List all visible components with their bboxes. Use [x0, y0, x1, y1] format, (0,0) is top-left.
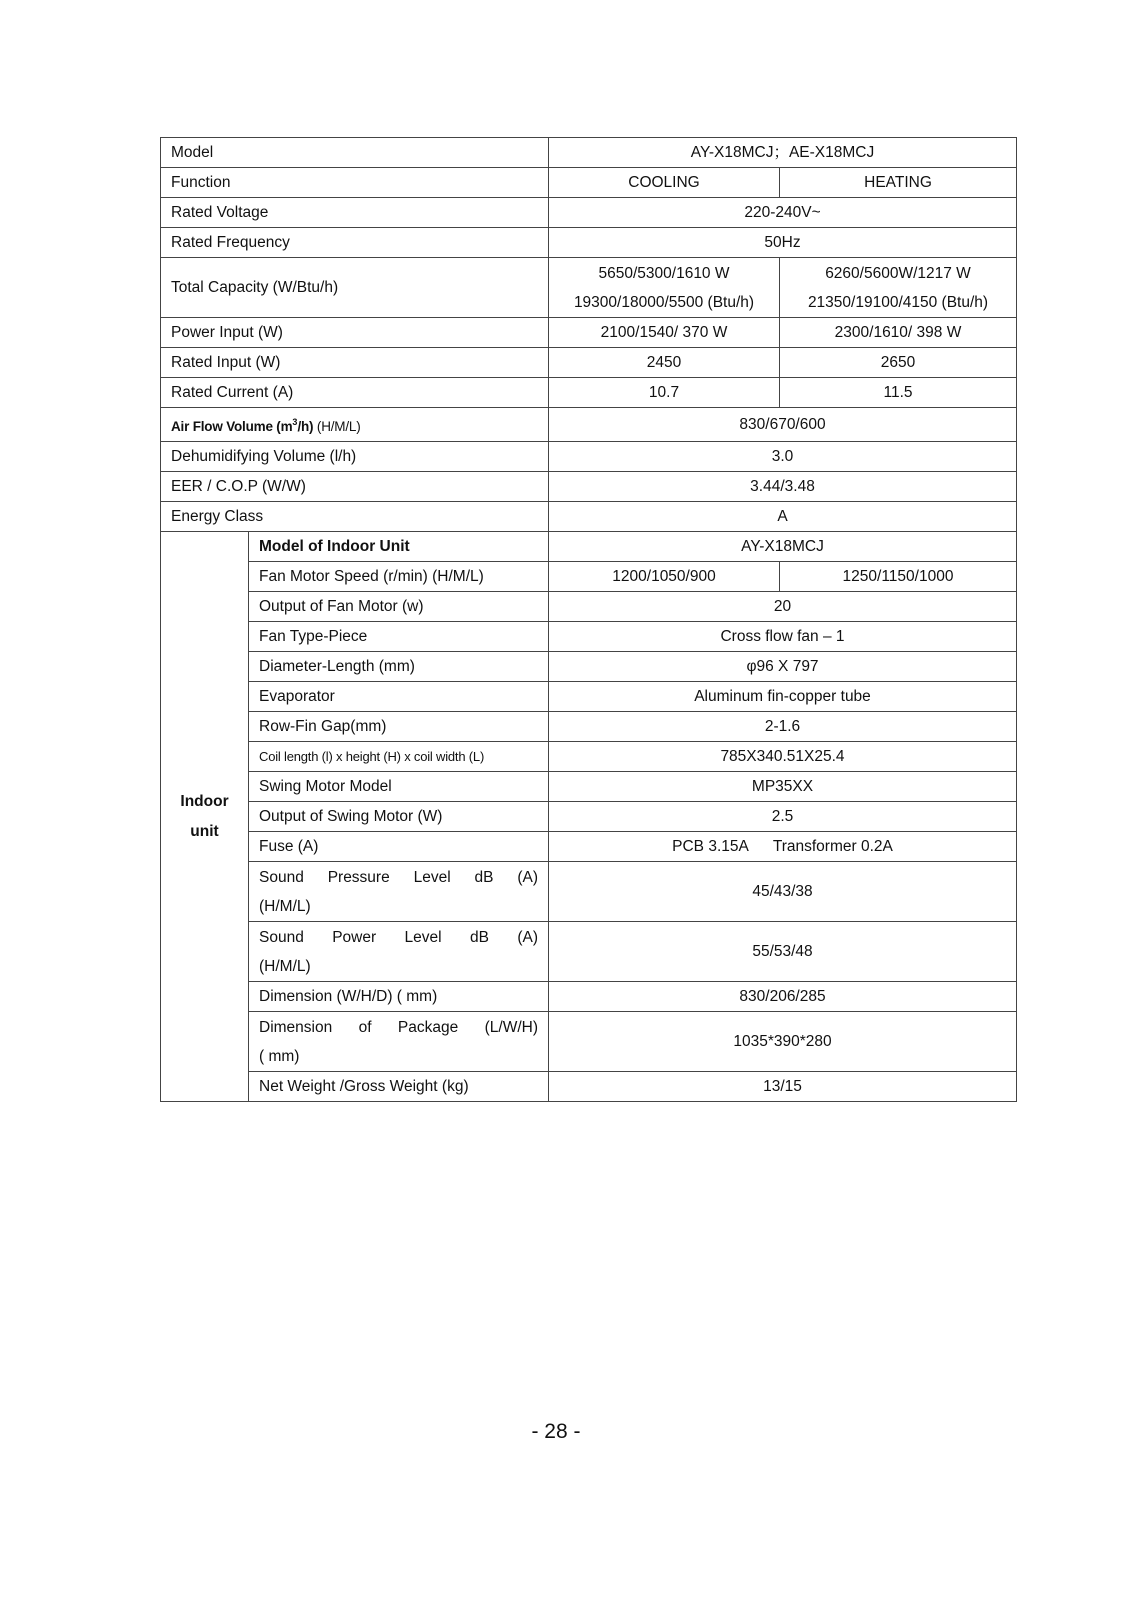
package-value: 1035*390*280	[549, 1012, 1017, 1072]
row-power-input	[161, 318, 1017, 348]
fuse-value-pcb: PCB 3.15A	[672, 838, 749, 856]
row-function	[161, 168, 1017, 198]
dehumidifying-label: Dehumidifying Volume (l/h)	[161, 442, 549, 472]
function-cooling: COOLING	[549, 168, 780, 198]
air-flow-label-bold-end: /h)	[297, 419, 314, 435]
row-weight	[161, 1072, 1017, 1102]
package-label-line1: Dimension of Package (L/W/H)	[259, 1018, 538, 1036]
indoor-model-label: Model of Indoor Unit	[249, 532, 549, 562]
fuse-label: Fuse (A)	[249, 832, 549, 862]
row-row-fin	[161, 712, 1017, 742]
fan-type-label: Fan Type-Piece	[249, 622, 549, 652]
row-dehumidifying	[161, 442, 1017, 472]
diameter-value: φ96 X 797	[549, 652, 1017, 682]
row-sound-power	[161, 922, 1017, 982]
fan-output-value: 20	[549, 592, 1017, 622]
weight-label: Net Weight /Gross Weight (kg)	[249, 1072, 549, 1102]
row-swing-output	[161, 802, 1017, 832]
row-coil	[161, 742, 1017, 772]
row-fan-speed	[161, 562, 1017, 592]
row-model	[161, 138, 1017, 168]
air-flow-label	[161, 408, 549, 442]
row-fuse	[161, 832, 1017, 862]
row-fin-label: Row-Fin Gap(mm)	[249, 712, 549, 742]
row-dimension	[161, 982, 1017, 1012]
coil-label: Coil length (l) x height (H) x coil width (L)	[249, 742, 549, 772]
rated-frequency-label: Rated Frequency	[161, 228, 549, 258]
total-capacity-heating	[780, 258, 1017, 318]
row-energy-class	[161, 502, 1017, 532]
fan-speed-cooling: 1200/1050/900	[549, 562, 780, 592]
row-rated-frequency	[161, 228, 1017, 258]
swing-model-label: Swing Motor Model	[249, 772, 549, 802]
rated-current-heating: 11.5	[780, 378, 1017, 408]
row-total-capacity	[161, 258, 1017, 318]
row-fan-output	[161, 592, 1017, 622]
eer-cop-label: EER / C.O.P (W/W)	[161, 472, 549, 502]
row-sound-pressure	[161, 862, 1017, 922]
row-evaporator	[161, 682, 1017, 712]
sound-power-label-line2: (H/M/L)	[259, 957, 311, 975]
row-package	[161, 1012, 1017, 1072]
rated-voltage-value: 220-240V~	[549, 198, 1017, 228]
energy-class-value: A	[549, 502, 1017, 532]
total-capacity-cooling-w: 5650/5300/1610 W	[598, 264, 730, 282]
diameter-label: Diameter-Length (mm)	[249, 652, 549, 682]
evaporator-label: Evaporator	[249, 682, 549, 712]
fan-speed-label: Fan Motor Speed (r/min) (H/M/L)	[249, 562, 549, 592]
sound-pressure-value: 45/43/38	[549, 862, 1017, 922]
row-diameter	[161, 652, 1017, 682]
indoor-unit-group-label	[161, 532, 249, 1102]
swing-output-label: Output of Swing Motor (W)	[249, 802, 549, 832]
row-fin-value: 2-1.6	[549, 712, 1017, 742]
eer-cop-value: 3.44/3.48	[549, 472, 1017, 502]
row-rated-voltage	[161, 198, 1017, 228]
dimension-label: Dimension (W/H/D) ( mm)	[249, 982, 549, 1012]
rated-current-cooling: 10.7	[549, 378, 780, 408]
model-label: Model	[161, 138, 549, 168]
indoor-model-value: AY-X18MCJ	[549, 532, 1017, 562]
rated-current-label: Rated Current (A)	[161, 378, 549, 408]
swing-output-value: 2.5	[549, 802, 1017, 832]
dehumidifying-value: 3.0	[549, 442, 1017, 472]
row-rated-current	[161, 378, 1017, 408]
sound-power-label	[249, 922, 549, 982]
total-capacity-heating-w: 6260/5600W/1217 W	[825, 264, 971, 282]
fan-output-label: Output of Fan Motor (w)	[249, 592, 549, 622]
row-air-flow	[161, 408, 1017, 442]
indoor-group-line1: Indoor	[180, 792, 229, 810]
spec-table	[160, 137, 1017, 1102]
power-input-heating: 2300/1610/ 398 W	[780, 318, 1017, 348]
fuse-value	[549, 832, 1017, 862]
sound-pressure-label-line2: (H/M/L)	[259, 897, 311, 915]
sound-power-value: 55/53/48	[549, 922, 1017, 982]
function-heating: HEATING	[780, 168, 1017, 198]
fan-speed-heating: 1250/1150/1000	[780, 562, 1017, 592]
package-label-line2: ( mm)	[259, 1047, 300, 1065]
fuse-value-transformer: Transformer 0.2A	[772, 838, 893, 856]
rated-voltage-label: Rated Voltage	[161, 198, 549, 228]
sound-pressure-label-line1: Sound Pressure Level dB (A)	[259, 868, 538, 886]
total-capacity-heating-btu: 21350/19100/4150 (Btu/h)	[807, 293, 989, 311]
air-flow-value: 830/670/600	[549, 408, 1017, 442]
air-flow-label-rest: (H/M/L)	[313, 419, 361, 435]
swing-model-value: MP35XX	[549, 772, 1017, 802]
row-rated-input	[161, 348, 1017, 378]
total-capacity-label: Total Capacity (W/Btu/h)	[161, 258, 549, 318]
row-indoor-model	[161, 532, 1017, 562]
package-label	[249, 1012, 549, 1072]
sound-pressure-label	[249, 862, 549, 922]
total-capacity-cooling-btu: 19300/18000/5500 (Btu/h)	[573, 293, 755, 311]
page-number: - 28 -	[531, 1420, 581, 1443]
fan-type-value: Cross flow fan – 1	[549, 622, 1017, 652]
coil-value: 785X340.51X25.4	[549, 742, 1017, 772]
sound-power-label-line1: Sound Power Level dB (A)	[259, 928, 538, 946]
air-flow-label-bold: Air Flow Volume (m	[171, 419, 293, 435]
dimension-value: 830/206/285	[549, 982, 1017, 1012]
power-input-cooling: 2100/1540/ 370 W	[549, 318, 780, 348]
indoor-group-line2: unit	[190, 822, 219, 840]
row-eer-cop	[161, 472, 1017, 502]
function-label: Function	[161, 168, 549, 198]
total-capacity-cooling	[549, 258, 780, 318]
power-input-label: Power Input (W)	[161, 318, 549, 348]
rated-input-label: Rated Input (W)	[161, 348, 549, 378]
rated-frequency-value: 50Hz	[549, 228, 1017, 258]
evaporator-value: Aluminum fin-copper tube	[549, 682, 1017, 712]
rated-input-heating: 2650	[780, 348, 1017, 378]
row-swing-model	[161, 772, 1017, 802]
energy-class-label: Energy Class	[161, 502, 549, 532]
model-value: AY-X18MCJ；AE-X18MCJ	[549, 138, 1017, 168]
weight-value: 13/15	[549, 1072, 1017, 1102]
rated-input-cooling: 2450	[549, 348, 780, 378]
row-fan-type	[161, 622, 1017, 652]
air-flow-label-sup: 3	[292, 417, 298, 427]
